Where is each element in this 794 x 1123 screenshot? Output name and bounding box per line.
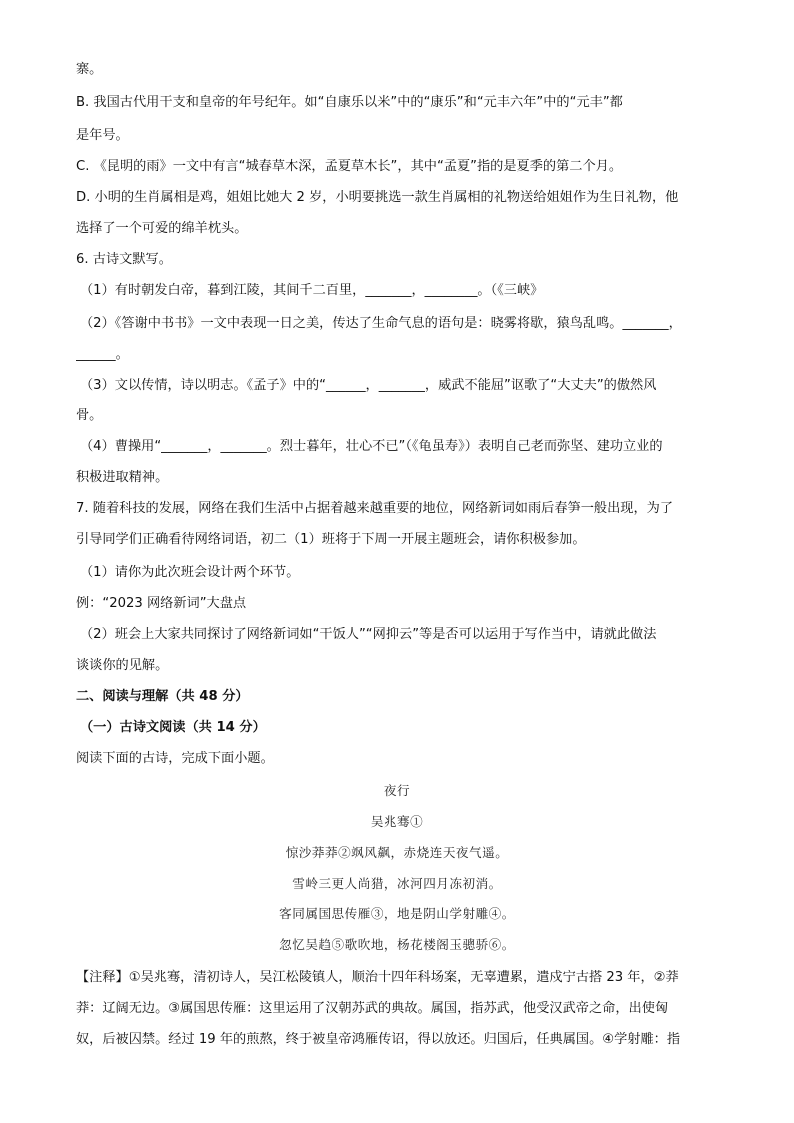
option-b-line1: B. 我国古代用干支和皇帝的年号纪年。如“自康乐以米”中的“康乐”和“元丰六年”中的“元丰”都 — [76, 95, 623, 110]
option-d-line2: 选择了一个可爱的绵羊枕头。 — [76, 221, 248, 236]
option-a-tail: 寨。 — [76, 62, 103, 77]
q7-example: 例：“2023 网络新词”大盘点 — [76, 596, 247, 611]
q6-item4-line2: 积极进取精神。 — [76, 470, 169, 485]
subsection-title: （一）古诗文阅读（共 14 分） — [80, 720, 266, 735]
poem-author: 吴兆骞① — [370, 814, 424, 829]
q6-item4-line1: （4）曹操用“_______，_______。烈士暮年，壮心不已”（《龟虽寿》）表明自己老而弥坚、建功立业的 — [80, 439, 663, 454]
poem-line-4: 忽忆吴趋⑤歌吹地，杨花楼阁玉骢骄⑥。 — [279, 937, 515, 952]
q7-item2-line2: 谈谈你的见解。 — [76, 658, 169, 673]
poem-line-3: 客同属国思传雁③，地是阴山学射雕④。 — [279, 906, 515, 921]
poem-title: 夜行 — [383, 783, 411, 798]
q6-item1: （1）有时朝发白帝，暮到江陵，其间千二百里，_______，________。（《三峡》 — [80, 283, 544, 298]
poem-line-1: 惊沙莽莽②飒风飙，赤烧连天夜气遥。 — [285, 845, 509, 860]
notes-line-1: 【注释】①吴兆骞，清初诗人，吴江松陵镇人，顺治十四年科场案，无辜遭累，遣戍宁古搭 23 年，②莽 — [76, 970, 679, 985]
q7-intro-line2: 引导同学们正确看待网络词语，初二（1）班将于下周一开展主题班会，请你积极参加。 — [76, 532, 586, 547]
notes-line-2: 莽：辽阔无边。③属国思传雁：这里运用了汉朝苏武的典故。属国，指苏武，他受汉武帝之命，出使匈 — [76, 1001, 669, 1016]
q6-title: 6. 古诗文默写。 — [76, 252, 172, 267]
q6-item2-line1: （2）《答谢中书书》一文中表现一日之美，传达了生命气息的语句是：晓雾将歇，猿鸟乱鸣。_______， — [80, 316, 682, 331]
q7-intro-line1: 7. 随着科技的发展，网络在我们生活中占据着越来越重要的地位，网络新词如雨后春笋一般出现，为了 — [76, 501, 674, 516]
section-title: 二、阅读与理解（共 48 分） — [76, 689, 249, 704]
q7-item1: （1）请你为此次班会设计两个环节。 — [80, 565, 300, 580]
reading-instruction: 阅读下面的古诗，完成下面小题。 — [76, 751, 274, 766]
q6-item3-line1: （3）文以传情，诗以明志。《孟子》中的“______，_______，威武不能屈”讴歌了“大丈夫”的傲然风 — [80, 378, 657, 393]
q7-item2-line1: （2）班会上大家共同探讨了网络新词如“干饭人”“网抑云”等是否可以运用于写作当中，请就此做法 — [80, 627, 657, 642]
option-b-line2: 是年号。 — [76, 128, 129, 143]
option-c: C. 《昆明的雨》一文中有言“城春草木深，孟夏草木长”，其中“孟夏”指的是夏季的第二个月。 — [76, 159, 623, 174]
q6-item2-line2: ______。 — [76, 347, 129, 362]
notes-line-3: 奴，后被囚禁。经过 19 年的煎熬，终于被皇帝鸿雁传诏，得以放还。归国后，任典属国。④学射雕：指 — [76, 1032, 681, 1047]
poem-line-2: 雪岭三更人尚猎，冰河四月冻初消。 — [292, 876, 502, 891]
q6-item3-line2: 骨。 — [76, 408, 103, 423]
option-d-line1: D. 小明的生肖属相是鸡，姐姐比她大 2 岁，小明要挑选一款生肖属相的礼物送给姐姐作为生日礼物，他 — [76, 190, 679, 205]
